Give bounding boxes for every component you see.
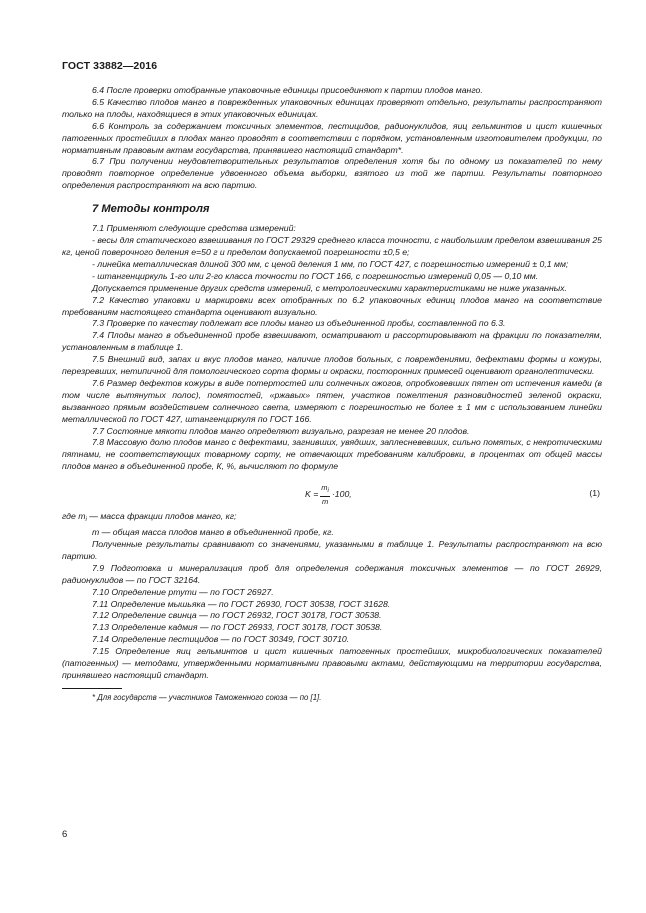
list-item-ruler: - линейка металлическая длиной 300 мм, с ценой деления 1 мм, по ГОСТ 427, с погрешностью измерений ± 0,1 мм; — [92, 258, 569, 269]
footnote: * Для государств — участников Таможенного союза — по [1]. — [92, 692, 322, 702]
footnote-divider — [62, 688, 122, 689]
paragraph-7-2: 7.2 Качество упаковки и маркировки всех отобранных по 6.2 упаковочных единиц плодов манго на соответствие требованиям настоящего стандарта оценивают визуально. — [62, 294, 602, 317]
page-number: 6 — [62, 829, 68, 840]
paragraph-6-4: 6.4 После проверки отобранные упаковочные единицы присоединяют к партии плодов манго. — [92, 85, 483, 95]
paragraph-results: Полученные результаты сравнивают со значениями, указанными в таблице 1. Результаты распространяют на всю партию. — [62, 539, 602, 561]
paragraph-7-12: 7.12 Определение свинца — по ГОСТ 26932, ГОСТ 30178, ГОСТ 30538. — [92, 610, 382, 621]
list-item-scales: - весы для статического взвешивания по ГОСТ 29329 среднего класса точности, с наибольшим пределом взвешивания 25 кг, ценой поверочного деления e=50 г и пределом допускаемой погрешности ±0,5 e; — [62, 235, 602, 257]
paragraph-7-9: 7.9 Подготовка и минерализация проб для определения содержания токсичных элементов — по ГОСТ 26929, радионуклидов — по ГОСТ 32164. — [62, 562, 602, 585]
paragraph-6-5: 6.5 Качество плодов манго в поврежденных упаковочных единицах проверяют отдельно, результаты распространяют только на плоды, находящиеся в этих упаковочных единицах. — [62, 96, 602, 119]
formula-block — [62, 481, 602, 507]
where-line-m: m — общая масса плодов манго в объединенной пробе, кг. — [92, 527, 334, 538]
formula — [305, 483, 352, 506]
formula-fraction — [320, 483, 330, 506]
paragraph-7-4: 7.4 Плоды манго в объединенной пробе взвешивают, осматривают и рассортировывают на фракции по показателям, установленным в таблице 1. — [62, 330, 602, 353]
paragraph-7-5: 7.5 Внешний вид, запах и вкус плодов манго, наличие плодов больных, с повреждениями, дефектами формы и кожуры, перезревших, нетипичной для помологического сорта формы и окраски, посторонних примесей оценивают органолептически. — [62, 354, 602, 377]
document-header: ГОСТ 33882—2016 — [62, 60, 158, 72]
paragraph-6-6: 6.6 Контроль за содержанием токсичных элементов, пестицидов, радионуклидов, яиц гельминтов и цист кишечных патогенных простейших в плодах манго проводят в соответствии с порядком, установленным изготовителем продукции, по нормативным правовым актам государства, принявшего настоящий стандарт*. — [62, 120, 602, 155]
paragraph-7-7: 7.7 Состояние мякоти плодов манго определяют визуально, разрезая не менее 20 плодов. — [92, 425, 470, 436]
paragraph-7-6: 7.6 Размер дефектов кожуры в виде потертостей или солнечных ожогов, опробковевших пятен от истечения камеди (в том числе вытянутых полос), помятостей, «ржавых» пятен, участков пожелтения разновидностей зеленой окраски, вызванного прямым воздействием солнечного света, измеряют с погрешностью не более ± 1 мм с использованием линейки металлической по ГОСТ 427, штангенциркуля по ГОСТ 166. — [62, 377, 602, 424]
section-title: 7 Методы контроля — [92, 203, 210, 216]
paragraph-6-7: 6.7 При получении неудовлетворительных результатов определения хотя бы по одному из показателей по нему проводят повторное определение удвоенного объема выборки, взятого из той же партии. Результаты повторного определения распространяют на всю партию. — [62, 156, 602, 191]
paragraph-7-1: 7.1 Применяют следующие средства измерений: — [92, 223, 296, 234]
formula-rhs: ·100, — [331, 488, 352, 499]
list-item-caliper: - штангенциркуль 1-го или 2-го класса точности по ГОСТ 166, с погрешностью измерений 0,05 — 0,10 мм. — [92, 270, 539, 281]
formula-numerator: $m_i$ — [320, 483, 330, 497]
paragraph-7-3: 7.3 Проверке по качеству подлежат все плоды манго из объединенной пробы, составленной по 6.3. — [92, 318, 506, 329]
paragraph-7-13: 7.13 Определение кадмия — по ГОСТ 26933, ГОСТ 30178, ГОСТ 30538. — [92, 622, 383, 633]
paragraph-7-11: 7.11 Определение мышьяка — по ГОСТ 26930, ГОСТ 30538, ГОСТ 31628. — [92, 598, 391, 609]
formula-denominator: m — [321, 497, 329, 507]
formula-lhs: K = — [305, 488, 319, 499]
paragraph-7-10: 7.10 Определение ртути — по ГОСТ 26927. — [92, 586, 274, 597]
formula-number: (1) — [589, 488, 600, 499]
where-line-mi: где $m_i$ — масса фракции плодов манго, кг; — [62, 511, 237, 524]
page-content — [62, 85, 602, 704]
paragraph-7-14: 7.14 Определение пестицидов — по ГОСТ 30349, ГОСТ 30710. — [92, 634, 350, 645]
paragraph-7-15: 7.15 Определение яиц гельминтов и цист кишечных патогенных простейших, микробиологических показателей (патогенных) — методами, утвержденными нормативными правовыми актами, действующими на территории государства, принявшего настоящий стандарт. — [62, 646, 602, 680]
paragraph-permitted-instruments: Допускается применение других средств измерений, с метрологическими характеристиками не ниже указанных. — [92, 282, 567, 293]
paragraph-7-8: 7.8 Массовую долю плодов манго с дефектами, загнивших, увядших, заплесневевших, сильно помятых, с некротическими пятнами, не соответствующих товарному сорту, не отвечающих требованиям калибровки, в процентах от общей массы плодов манго в объединенной пробе, К, %, вычисляют по формуле — [62, 437, 602, 472]
